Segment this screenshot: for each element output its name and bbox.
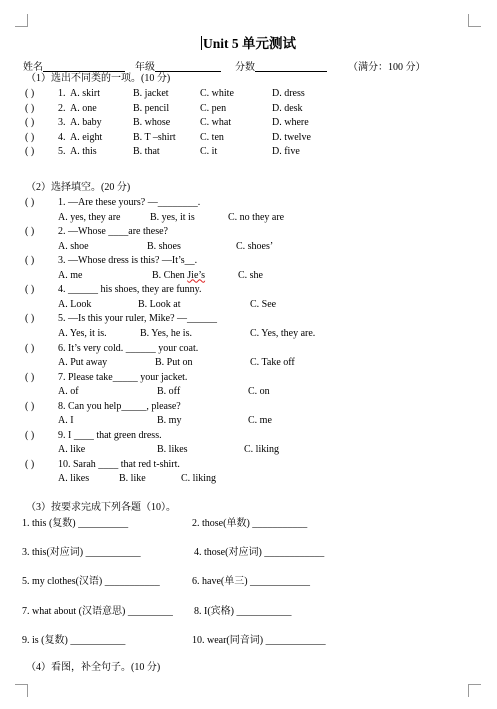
option-b: B. T –shirt (133, 131, 176, 143)
option-b: B. Yes, he is. (140, 327, 192, 339)
option-b: B. likes (157, 444, 188, 456)
answer-parentheses: ( ) (25, 88, 35, 99)
option-c: C. it (200, 146, 218, 158)
score-label: 分数 (235, 62, 255, 73)
answer-parentheses: ( ) (25, 429, 35, 441)
fill-item-left: 9. is (复数) ___________ (22, 634, 126, 646)
option-d: D. desk (272, 102, 303, 114)
option-a: A. one (70, 102, 97, 114)
document-title (0, 32, 497, 52)
option-a: A. eight (70, 131, 103, 143)
answer-parentheses: ( ) (25, 117, 35, 129)
answer-parentheses: ( ) (25, 255, 35, 267)
answer-parentheses: ( ) (25, 197, 35, 208)
question-text: 8. Can you help_____, please? (58, 400, 181, 412)
option-d: D. where (272, 117, 309, 129)
option-c: C. liking (244, 444, 280, 456)
option-c: C. she (238, 269, 263, 281)
section4-heading: （4）看图，补全句子。(10 分) (26, 662, 161, 673)
question-text: 7. Please take_____ your jacket. (58, 371, 188, 383)
option-b: B. jacket (133, 88, 169, 99)
fill-item-right: 4. those(对应词) ____________ (194, 547, 325, 559)
fill-item-right: 8. I(宾格) ___________ (194, 605, 292, 617)
fill-item-left: 5. my clothes(汉语) ___________ (22, 576, 160, 588)
answer-parentheses: ( ) (25, 400, 35, 412)
title-text: Unit 5 单元测试 (202, 36, 296, 51)
option-b: B. my (157, 415, 182, 427)
grade-label: 年级 (135, 62, 155, 73)
option-b: B. pencil (133, 102, 170, 114)
option-a: A. I (58, 415, 74, 427)
option-b: B. that (133, 146, 160, 158)
option-b-prefix: B. Chen (152, 269, 188, 281)
answer-parentheses: ( ) (25, 313, 35, 325)
answer-parentheses: ( ) (25, 226, 35, 238)
score-field (235, 58, 327, 73)
answer-parentheses: ( ) (25, 284, 35, 296)
option-b: B. yes, it is (150, 211, 195, 223)
section3-heading: （3）按要求完成下列各题（10）。 (26, 502, 176, 513)
answer-parentheses: ( ) (25, 342, 35, 354)
option-a: A. this (70, 146, 97, 158)
fill-item-right: 10. wear(同音词) ____________ (192, 634, 326, 646)
page-corner-mark (15, 684, 28, 697)
option-c: C. white (200, 88, 234, 99)
option-c: C. Yes, they are. (250, 327, 316, 339)
name-label: 姓名 (23, 62, 43, 73)
option-c: C. no they are (228, 211, 285, 223)
option-a: A. baby (70, 117, 102, 129)
fill-item-left: 7. what about (汉语意思) _________ (22, 605, 173, 617)
option-c: C. on (248, 386, 270, 398)
option-c: C. liking (181, 473, 217, 485)
grade-field (135, 58, 221, 73)
option-a: A. Look (58, 298, 92, 310)
option-a: A. skirt (70, 88, 100, 99)
option-a: A. shoe (58, 240, 89, 252)
question-text: 6. It’s very cold. ______ your coat. (58, 342, 199, 354)
question-number: 1. (58, 88, 66, 99)
option-b: B. off (157, 386, 181, 398)
page-corner-mark (15, 14, 28, 27)
question-number: 3. (58, 117, 66, 129)
option-a: A. me (58, 269, 83, 281)
option-a: A. yes, they are (58, 211, 121, 223)
question-number: 2. (58, 102, 66, 114)
fill-item-right: 6. have(单三) ____________ (192, 576, 311, 588)
question-text: 4. ______ his shoes, they are funny. (58, 284, 202, 296)
question-text: 9. I ____ that green dress. (58, 429, 162, 441)
page-corner-mark (468, 14, 481, 27)
section2-heading: （2）选择填空。(20 分) (26, 182, 131, 193)
question-text: 2. —Whose ____are these? (58, 226, 168, 238)
option-d: D. twelve (272, 131, 311, 143)
option-b (152, 270, 205, 282)
grade-blank[interactable] (155, 61, 221, 72)
question-text: 1. —Are these yours? —________. (58, 197, 201, 208)
question-text: 5. —Is this your ruler, Mike? —______ (58, 313, 218, 325)
name-blank[interactable] (43, 61, 125, 72)
option-a: A. likes (58, 473, 90, 485)
option-d: D. dress (272, 88, 305, 99)
fill-item-left: 3. this(对应词) ___________ (22, 547, 141, 559)
option-a: A. like (58, 444, 86, 456)
option-b-spellcheck-word: Jie’s (187, 269, 206, 281)
option-d: D. five (272, 146, 300, 158)
option-b: B. whose (133, 117, 171, 129)
answer-parentheses: ( ) (25, 371, 35, 383)
option-c: C. ten (200, 131, 224, 143)
text-cursor (201, 36, 202, 50)
fill-item-left: 1. this (复数) __________ (22, 518, 129, 529)
section1-heading: （1）选出不同类的一项。(10 分) (26, 73, 171, 84)
option-a: A. Put away (58, 357, 108, 368)
option-c: C. pen (200, 102, 227, 114)
page-corner-mark (468, 684, 481, 697)
option-b: B. Put on (155, 357, 193, 368)
option-c: C. See (250, 298, 277, 310)
option-b: B. Look at (138, 298, 181, 310)
answer-parentheses: ( ) (25, 146, 35, 158)
question-number: 4. (58, 131, 66, 143)
option-c: C. Take off (250, 357, 295, 368)
total-score: （满分：100 分） (348, 62, 426, 73)
question-text: 10. Sarah ____ that red t-shirt. (58, 458, 180, 470)
name-field (23, 58, 125, 73)
option-b: B. shoes (147, 240, 181, 252)
answer-parentheses: ( ) (25, 102, 35, 114)
option-b: B. like (119, 473, 146, 485)
option-c: C. me (248, 415, 272, 427)
option-c: C. what (200, 117, 232, 129)
score-blank[interactable] (255, 61, 327, 72)
answer-parentheses: ( ) (25, 458, 35, 470)
option-a: A. of (58, 386, 79, 398)
fill-item-right: 2. those(单数) ___________ (192, 518, 308, 529)
question-text: 3. —Whose dress is this? —It’s__. (58, 255, 198, 267)
option-a: A. Yes, it is. (58, 327, 107, 339)
option-c: C. shoes’ (236, 240, 274, 252)
answer-parentheses: ( ) (25, 131, 35, 143)
question-number: 5. (58, 146, 66, 158)
